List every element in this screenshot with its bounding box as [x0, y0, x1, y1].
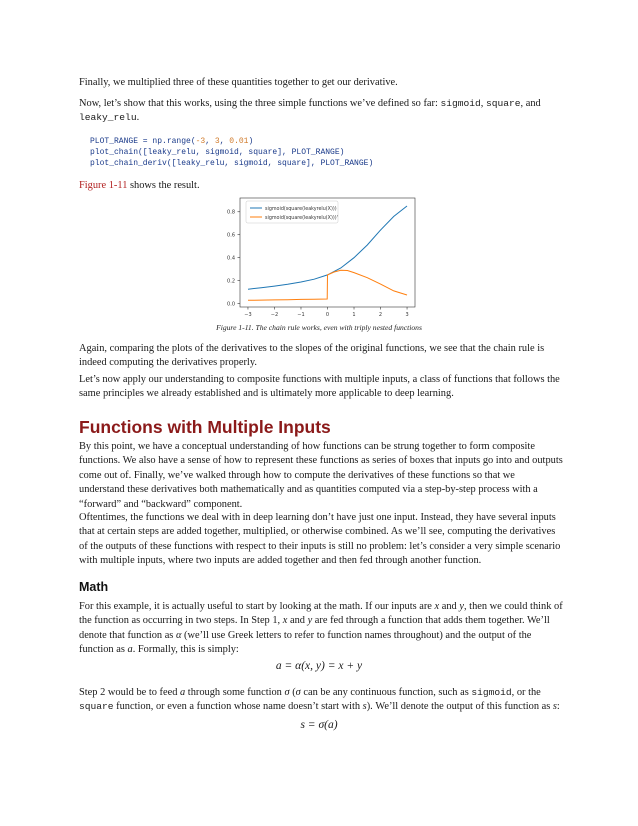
text: Now, let’s show that this works, using the three simple functions we’ve defined so far:	[79, 98, 441, 109]
text: , then we could think of the function as occurring in two steps. In Step 1,	[79, 601, 563, 627]
code-line: plot_chain_deriv([leaky_relu, sigmoid, square], PLOT_RANGE)	[90, 158, 374, 168]
figure-1-11-link[interactable]: Figure 1-11	[79, 180, 128, 191]
subsection-heading-math: Math	[79, 580, 109, 594]
y-tick-label: 0.2	[227, 278, 235, 285]
inline-code-leaky-relu: leaky_relu	[79, 112, 137, 124]
y-tick-label: 0.6	[227, 232, 235, 239]
code-text: ,	[219, 137, 230, 146]
text: By this point, we have a conceptual understanding of how functions can be strung together to form composite functions. We also have a sense of how to represent these functions as series of boxes that inputs go into and outputs come out of. Finally, we’ve walked through how to compute the derivatives of these functions so that we understand these derivatives both mathematically and as quantities computed via a step-by-step process with a “forward” and “backward” component.	[79, 441, 563, 510]
equation-sigma: s = σ(a)	[300, 719, 338, 731]
text: :	[556, 701, 560, 713]
text: function, or even a function whose name doesn’t start with	[113, 701, 363, 713]
paragraph-lets-apply	[79, 373, 563, 402]
math-var: y	[307, 615, 313, 627]
inline-code-sigmoid: sigmoid	[471, 687, 512, 698]
text: ). We’ll denote the output of this function as	[366, 701, 553, 713]
code-text: )	[248, 137, 254, 146]
paragraph-oftentimes	[79, 511, 563, 569]
math-var: a	[180, 687, 186, 698]
x-tick-label: 0	[325, 312, 330, 318]
series-line-2	[248, 270, 407, 300]
inline-code-sigmoid: sigmoid	[440, 98, 481, 109]
code-line: plot_chain([leaky_relu, sigmoid, square], PLOT_RANGE)	[90, 147, 345, 157]
code-number: 3	[214, 137, 220, 146]
y-tick-label: 0.0	[227, 301, 235, 308]
x-tick-label: −1	[297, 312, 305, 318]
x-tick-label: 1	[352, 312, 356, 318]
text: Oftentimes, the functions we deal with in deep learning don’t have just one input. Instead, they have several inputs that at certain steps are added together, multiplied, or otherwise combined. As we’ll see, computing the derivatives of the outputs of these functions with respect to their inputs is still no problem: let’s consider a very simple scenario with multiple inputs, where two inputs are added together and then fed through another function.	[79, 512, 561, 567]
text: .	[136, 112, 140, 124]
paragraph-multiplied	[79, 76, 563, 90]
legend-label: sigmoid(square(leakyrelu(X)))	[265, 206, 337, 212]
inline-code-square: square	[486, 98, 521, 109]
code-text: ,	[205, 137, 215, 146]
text: For this example, it is actually useful to start by looking at the math. If our inputs are	[79, 601, 435, 612]
x-tick-label: −2	[270, 312, 279, 318]
math-var: a	[127, 644, 133, 656]
text: Step 2 would be to feed	[79, 687, 180, 698]
y-tick-label: 0.4	[227, 255, 235, 262]
text: , or the	[511, 687, 541, 698]
text: Finally, we multiplied three of these quantities together to get our derivative.	[79, 77, 398, 88]
code-text: PLOT_RANGE = np.range(	[90, 137, 196, 146]
math-var: s	[362, 701, 367, 713]
legend	[246, 201, 338, 223]
math-var: α	[175, 629, 182, 641]
math-var: x	[282, 615, 288, 627]
x-tick-label: 3	[405, 312, 409, 318]
paragraph-again-comparing	[79, 342, 563, 371]
y-tick-label: 0.8	[227, 209, 235, 216]
x-tick-label: 2	[378, 312, 383, 318]
paragraph-show-works	[79, 97, 563, 126]
math-var: x	[434, 601, 440, 612]
x-tick-label: −3	[244, 312, 252, 318]
text: ,	[480, 98, 486, 109]
code-number: -3	[195, 137, 206, 146]
code-block	[90, 137, 373, 169]
paragraph-step-2	[79, 686, 563, 715]
text: (	[289, 687, 296, 698]
text: Again, comparing the plots of the derivatives to the slopes of the original functions, we see that the chain rule is indeed computing the derivatives properly.	[79, 343, 545, 369]
text: through some function	[185, 687, 285, 698]
text: shows the result.	[127, 180, 200, 191]
code-number: 0.01	[229, 137, 249, 146]
equation-alpha: a = α(x, y) = x + y	[275, 660, 363, 672]
paragraph-for-this-example	[79, 600, 563, 658]
math-var: σ	[295, 687, 301, 698]
math-var: s	[552, 701, 557, 713]
legend-label: sigmoid(square(leakyrelu(X)))'	[265, 215, 338, 221]
math-var: y	[459, 601, 464, 612]
inline-code-square: square	[79, 701, 114, 713]
text: and	[287, 615, 308, 627]
text: . Formally, this is simply:	[132, 644, 239, 656]
text: (we’ll use Greek letters to refer to function names throughout) and the output of the function as	[79, 629, 532, 656]
paragraph-by-this-point	[79, 440, 563, 512]
section-heading: Functions with Multiple Inputs	[79, 417, 331, 437]
figure-1-11-chart	[0, 192, 638, 322]
figure-caption: Figure 1-11. The chain rule works, even with triply nested functions	[216, 323, 422, 332]
text: and	[439, 601, 460, 612]
text: can be any continuous function, such as	[300, 687, 472, 698]
math-var: σ	[284, 687, 290, 698]
text: are fed through a function that adds them together. We’ll denote that function as	[79, 615, 550, 641]
text: Let’s now apply our understanding to composite functions with multiple inputs, a class of functions that follows the same principles we already established and is ultimately more applicable to deep learning.	[79, 374, 560, 400]
text: , and	[520, 98, 541, 109]
